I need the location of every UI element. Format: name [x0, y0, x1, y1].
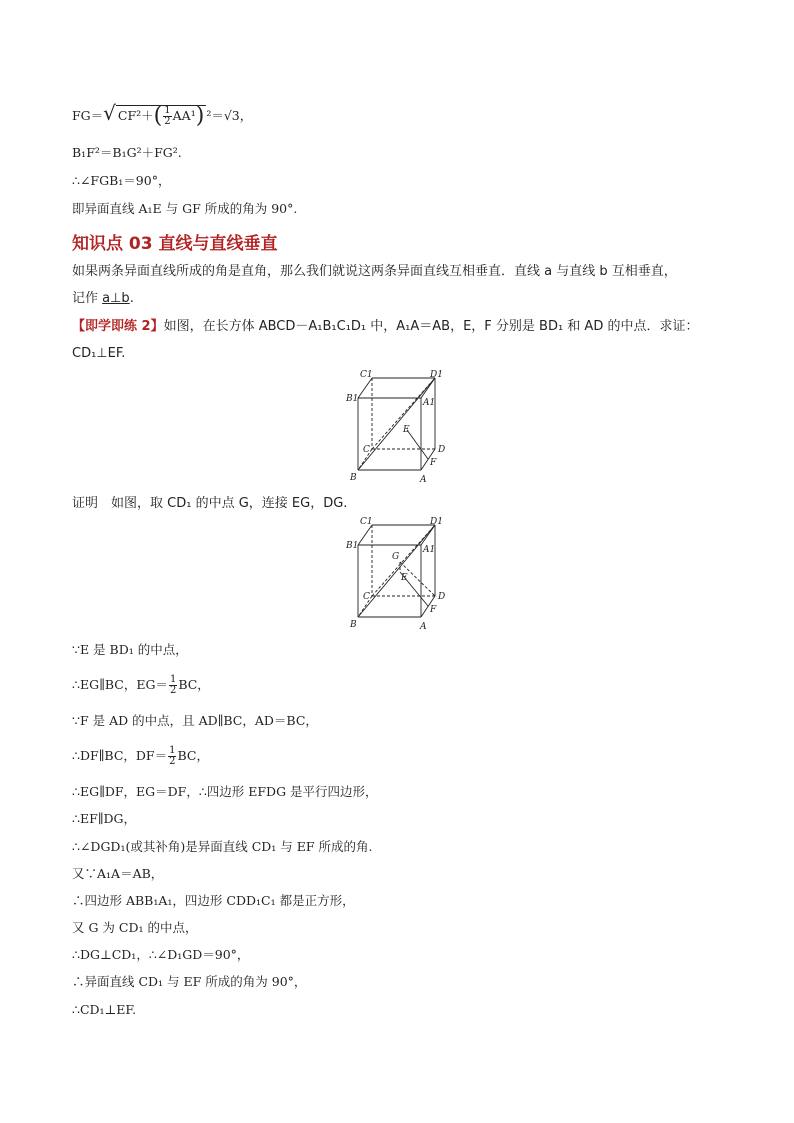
fig1-label: A: [420, 475, 427, 485]
proof-step: ∴异面直线 CD₁ 与 EF 所成的角为 90°，: [72, 974, 307, 989]
definition-line-1: 如果两条异面直线所成的角是直角，那么我们就说这两条异面直线互相垂直．直线 a 与直线 b 互相垂直，: [72, 264, 677, 279]
fg-rad: CF²＋: [117, 108, 154, 123]
proof-step: 又 G 为 CD₁ 的中点，: [72, 920, 198, 935]
fig1-label: C1: [360, 370, 373, 380]
fig2-label: C: [363, 592, 370, 602]
definition-line-2: 记作 a⊥b.: [72, 291, 134, 306]
exercise-tag: 【即学即练 2】: [72, 319, 164, 334]
proof-intro: 证明 如图，取 CD₁ 的中点 G，连接 EG，DG.: [72, 496, 348, 511]
proof-step: ∴EG∥BC，EG＝ $\frac{1}{2}$ BC，: [72, 674, 210, 696]
fig1-label: B: [350, 473, 357, 483]
fig2-label: E: [401, 573, 408, 583]
fg-lhs: FG＝: [72, 108, 104, 123]
fig2-label: A1: [423, 545, 436, 555]
proof-step: ∴四边形 ABB₁A₁，四边形 CDD₁C₁ 都是正方形，: [72, 893, 355, 908]
fig1-label: D1: [430, 370, 443, 380]
fig2-label: B: [350, 620, 357, 630]
proof-step: ∴DG⊥CD₁，∴∠D₁GD＝90°，: [72, 947, 250, 962]
fig1-label: F: [430, 458, 437, 468]
fig2-label: D1: [430, 517, 443, 527]
fraction-half: $\frac{1}{2}$: [164, 105, 171, 127]
proof-step: ∴∠DGD₁(或其补角)是异面直线 CD₁ 与 EF 所成的角.: [72, 839, 373, 854]
formula-line-4: 即异面直线 A₁E 与 GF 所成的角为 90°.: [72, 201, 298, 216]
proof-step: ∴DF∥BC，DF＝ $\frac{1}{2}$ BC，: [72, 745, 209, 767]
section-title: 知识点 03 直线与直线垂直: [72, 234, 278, 254]
proof-step: ∴EG∥DF，EG＝DF，∴四边形 EFDG 是平行四边形，: [72, 784, 378, 799]
fg-tail: ²＝√3，: [206, 108, 253, 123]
proof-step: 又∵A₁A＝AB，: [72, 866, 164, 881]
fig1-label: A1: [423, 398, 436, 408]
exercise-line-2: CD₁⊥EF.: [72, 346, 126, 361]
proof-step: ∴EF∥DG，: [72, 811, 137, 826]
fig1-label: D: [438, 445, 446, 455]
notation-a-perp-b: a⊥b: [102, 291, 130, 306]
fg-formula: FG＝√ CF²＋( $\frac{1}{2}$ AA¹) ²＝√3，: [72, 101, 253, 129]
fig2-label: B1: [346, 541, 359, 551]
fig2-label: C1: [360, 517, 373, 527]
fig1-label: C: [363, 445, 370, 455]
fg-aa: AA¹: [172, 108, 196, 123]
formula-line-2: B₁F²＝B₁G²＋FG².: [72, 145, 182, 160]
fig2-label: A: [420, 622, 427, 632]
fig2-label: F: [430, 605, 437, 615]
proof-step: ∵E 是 BD₁ 的中点，: [72, 642, 188, 657]
sqrt-radicand: CF²＋( $\frac{1}{2}$ AA¹): [117, 103, 205, 129]
fig2-label: G: [392, 552, 400, 562]
fig1-label: B1: [346, 394, 359, 404]
proof-step: ∵F 是 AD 的中点，且 AD∥BC，AD＝BC，: [72, 713, 318, 728]
fraction-half: $\frac{1}{2}$: [169, 745, 176, 767]
formula-line-3: ∴∠FGB₁＝90°，: [72, 173, 171, 188]
proof-step: ∴CD₁⊥EF.: [72, 1002, 137, 1017]
cuboid-figure-1: [330, 370, 460, 488]
fig2-label: D: [438, 592, 446, 602]
fig1-label: E: [403, 425, 410, 435]
exercise-line-1: 【即学即练 2】如图，在长方体 ABCD－A₁B₁C₁D₁ 中，A₁A＝AB，E，F 分别是 BD₁ 和 AD 的中点．求证：: [72, 319, 699, 334]
cuboid-figure-2: [330, 517, 460, 635]
fraction-half: $\frac{1}{2}$: [169, 674, 177, 696]
